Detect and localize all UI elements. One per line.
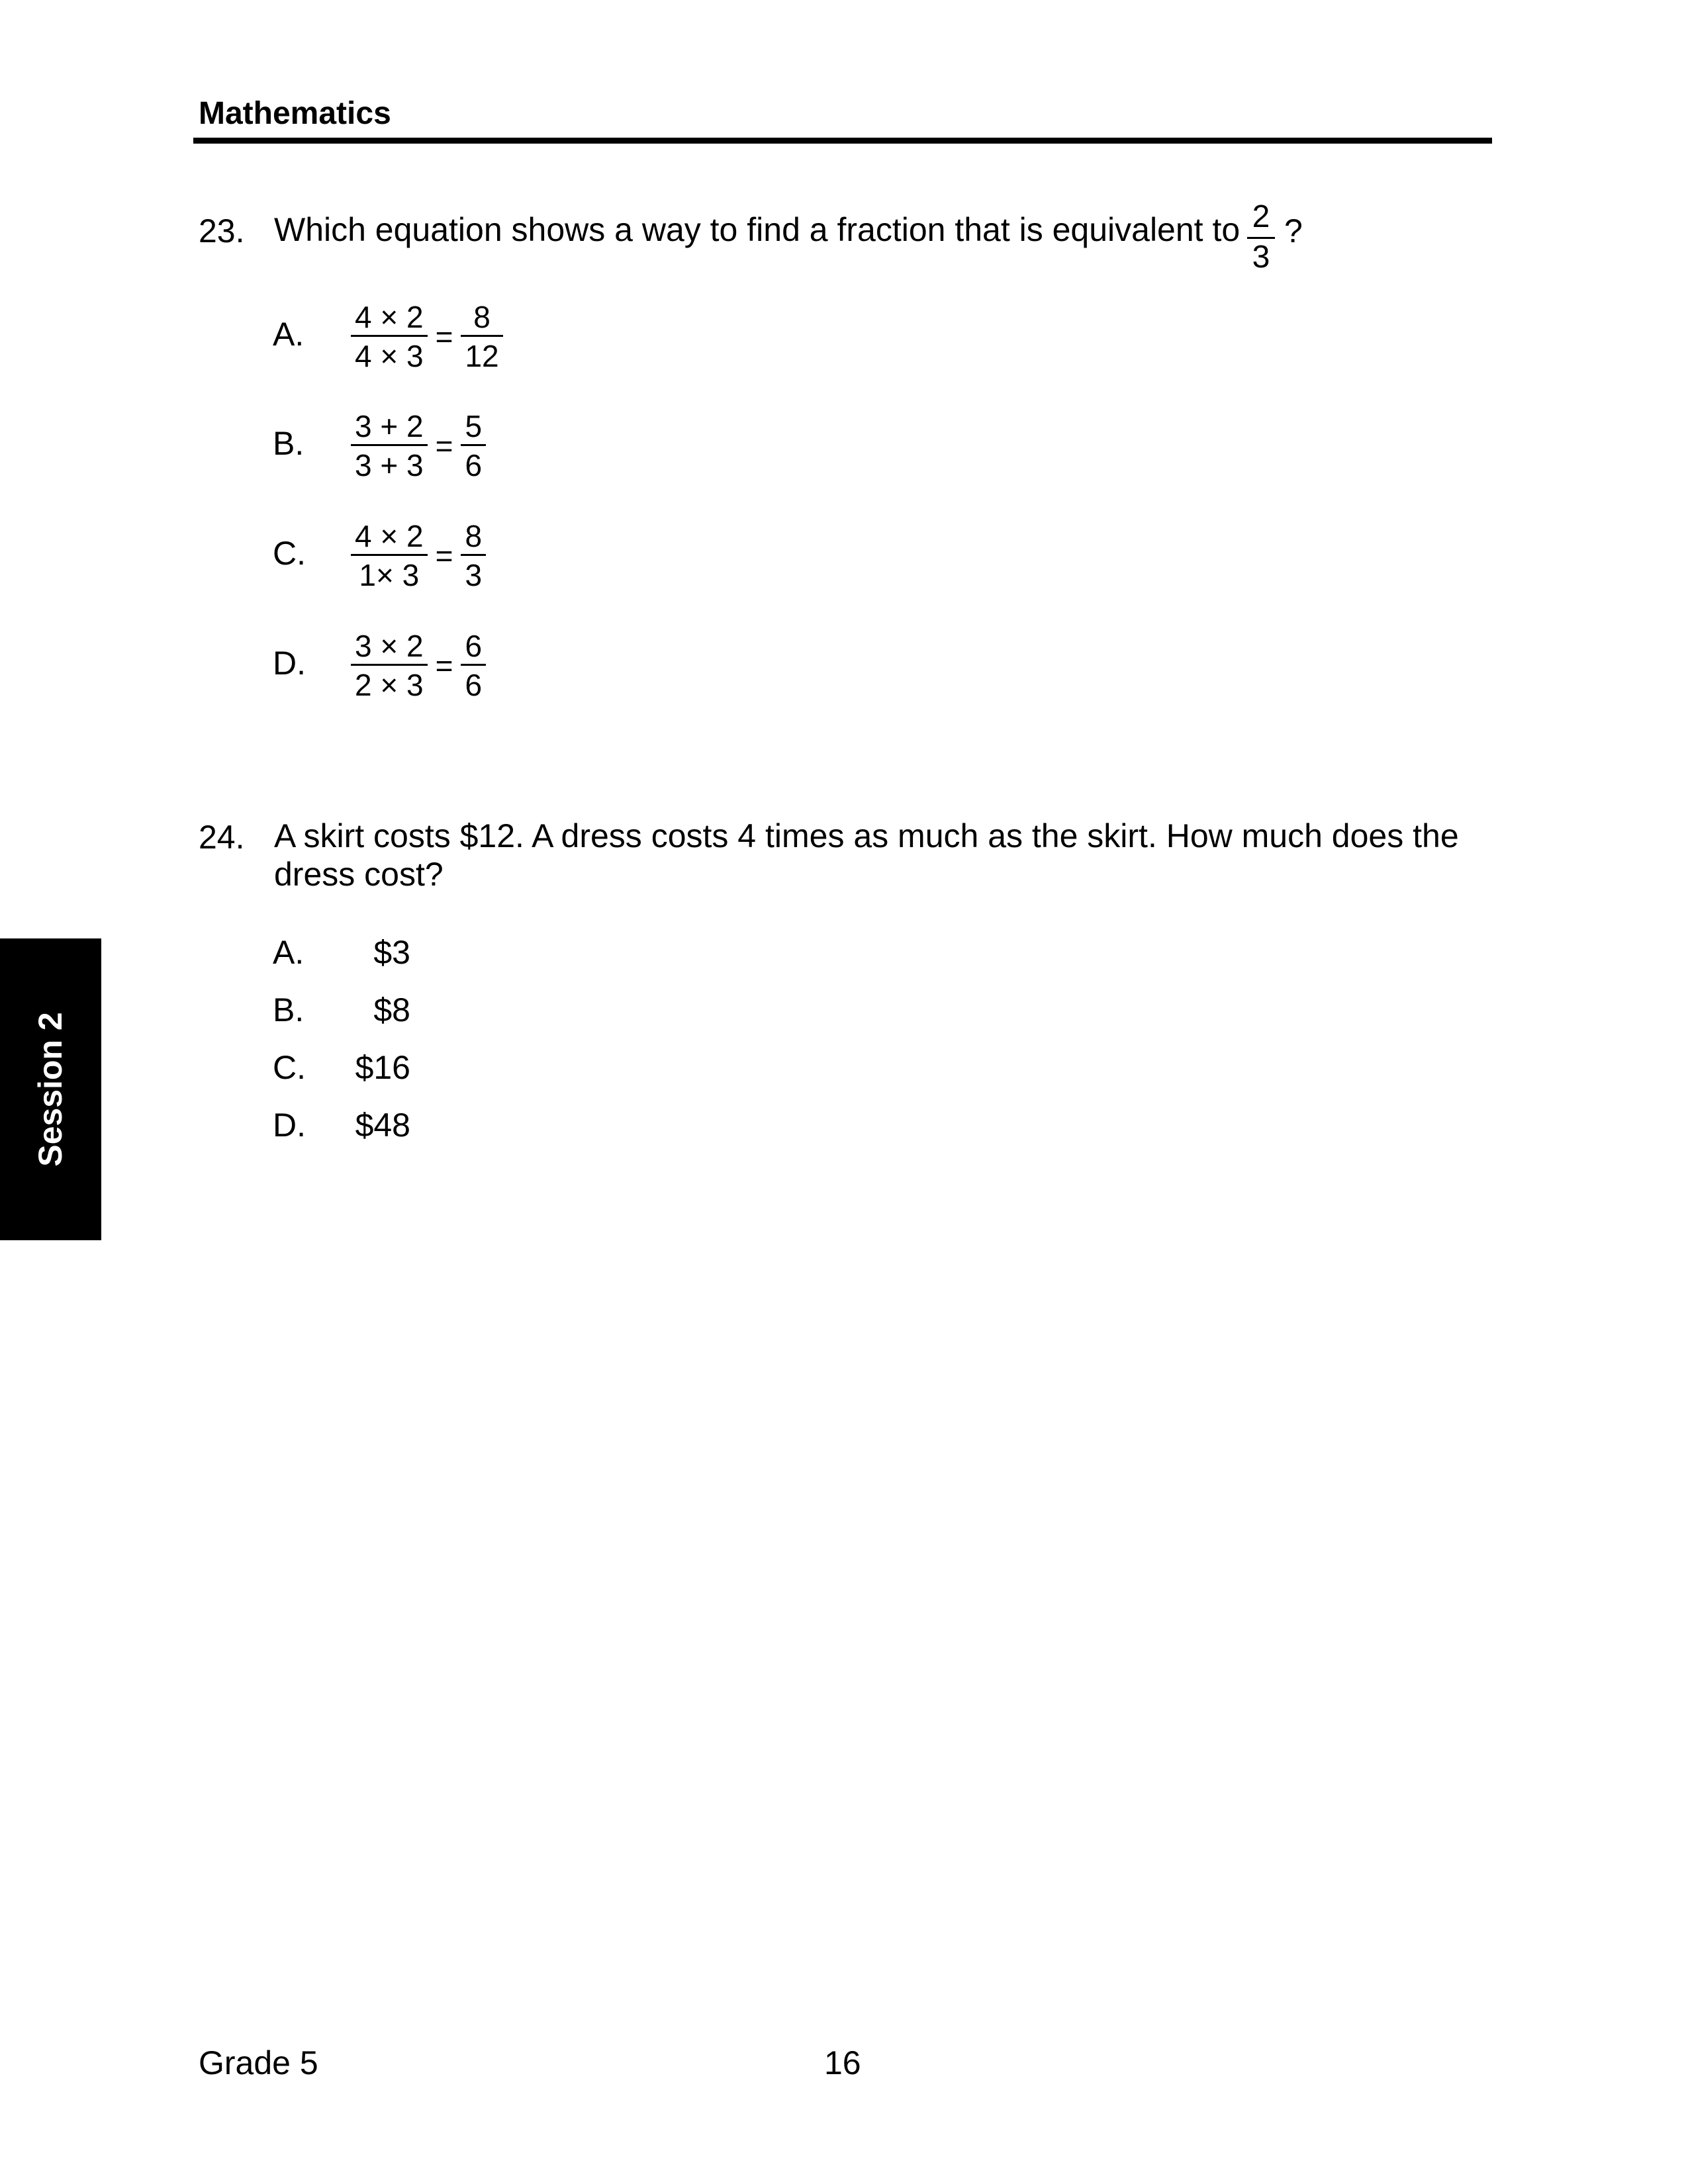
option-b-letter[interactable]: B. <box>273 425 305 462</box>
numerator: 8 <box>465 519 483 553</box>
fraction-bar <box>461 335 502 337</box>
numerator: 4 × 2 <box>355 519 424 553</box>
option-a-value[interactable]: $3 <box>373 934 410 971</box>
left-fraction <box>351 521 428 590</box>
equals-sign: = <box>435 538 453 573</box>
right-fraction <box>461 521 486 590</box>
numerator: 8 <box>473 300 491 334</box>
fraction-bar <box>351 554 428 556</box>
denominator: 3 <box>465 558 483 592</box>
option-c-equation[interactable] <box>351 521 486 590</box>
denominator: 12 <box>465 339 499 373</box>
question-text: Which equation shows a way to find a fraction that is equivalent to <box>274 211 1241 248</box>
right-fraction <box>461 631 486 700</box>
left-fraction <box>351 631 428 700</box>
option-d-letter[interactable]: D. <box>273 1107 306 1144</box>
fraction-bar <box>351 444 428 446</box>
option-a-letter[interactable]: A. <box>273 316 305 353</box>
right-fraction <box>461 302 502 371</box>
numerator: 4 × 2 <box>355 300 424 334</box>
numerator: 5 <box>465 409 483 443</box>
page-number: 16 <box>824 2044 861 2081</box>
equals-sign: = <box>435 428 453 463</box>
denominator: 2 × 3 <box>355 668 424 702</box>
fraction-bar <box>1247 237 1275 239</box>
fraction-bar <box>351 664 428 666</box>
session-tab <box>0 938 101 1240</box>
subject-title: Mathematics <box>199 96 391 131</box>
fraction-bar <box>461 444 486 446</box>
grade-label: Grade 5 <box>199 2044 318 2081</box>
fraction-denominator: 3 <box>1252 240 1270 275</box>
fraction-numerator: 2 <box>1252 199 1270 234</box>
numerator: 3 + 2 <box>355 409 424 443</box>
option-c-letter[interactable]: C. <box>273 1049 306 1086</box>
option-b-value[interactable]: $8 <box>373 991 410 1028</box>
question-number: 23. <box>199 212 245 250</box>
option-a-equation[interactable] <box>351 302 503 371</box>
question-mark: ? <box>1284 212 1303 250</box>
header-rule <box>193 138 1492 144</box>
denominator: 3 + 3 <box>355 448 424 482</box>
fraction-bar <box>351 335 428 337</box>
right-fraction <box>461 411 486 480</box>
numerator: 6 <box>465 629 483 663</box>
question-text-line-1: A skirt costs $12. A dress costs 4 times as much as the skirt. How much does the <box>274 817 1459 854</box>
option-a-letter[interactable]: A. <box>273 934 305 971</box>
option-d-equation[interactable] <box>351 631 486 700</box>
equals-sign: = <box>435 319 453 354</box>
denominator: 6 <box>465 448 483 482</box>
numerator: 3 × 2 <box>355 629 424 663</box>
fraction-bar <box>461 664 486 666</box>
question-text-line-2: dress cost? <box>274 856 444 893</box>
option-b-letter[interactable]: B. <box>273 991 305 1028</box>
option-c-value[interactable]: $16 <box>355 1049 410 1086</box>
option-b-equation[interactable] <box>351 411 486 480</box>
option-c-letter[interactable]: C. <box>273 535 306 572</box>
left-fraction <box>351 302 428 371</box>
question-number: 24. <box>199 819 245 856</box>
equals-sign: = <box>435 648 453 683</box>
target-fraction <box>1247 201 1275 273</box>
denominator: 1× 3 <box>359 558 420 592</box>
denominator: 4 × 3 <box>355 339 424 373</box>
option-d-value[interactable]: $48 <box>355 1107 410 1144</box>
session-label: Session 2 <box>32 1012 69 1167</box>
fraction-bar <box>461 554 486 556</box>
left-fraction <box>351 411 428 480</box>
denominator: 6 <box>465 668 483 702</box>
option-d-letter[interactable]: D. <box>273 645 306 682</box>
